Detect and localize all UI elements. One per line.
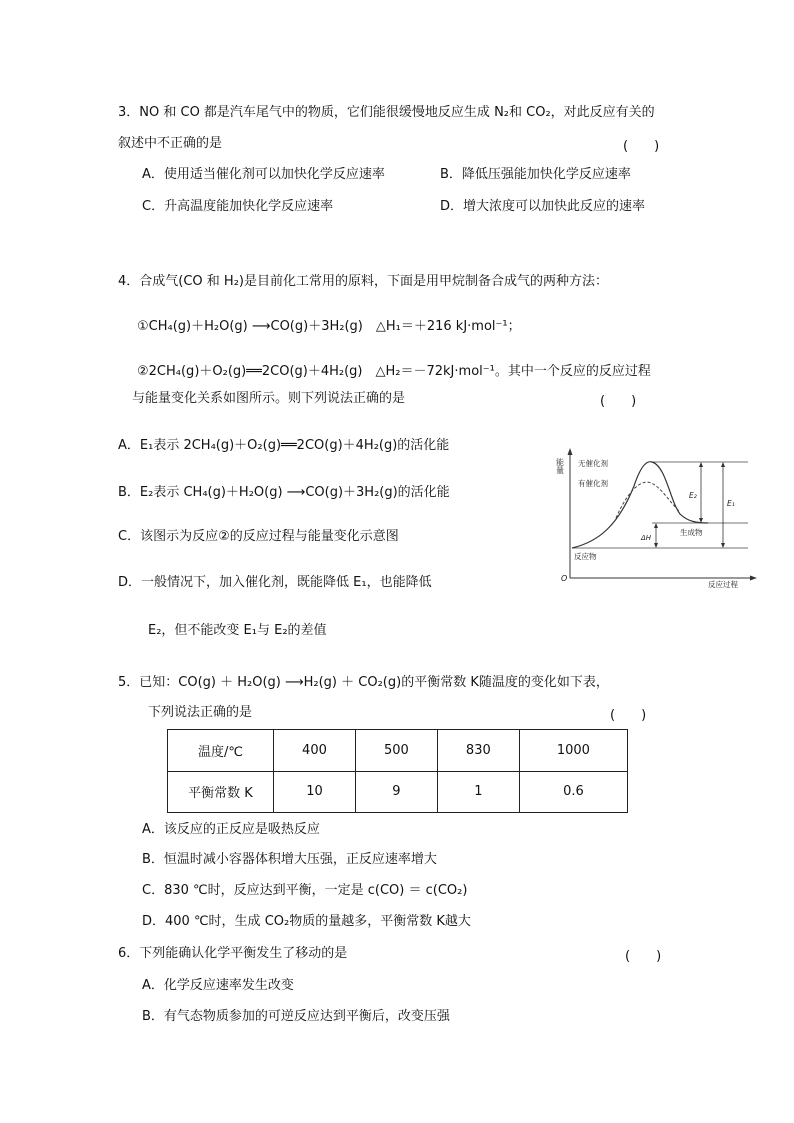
q3-stem-line1: 3．NO 和 CO 都是汽车尾气中的物质，它们能很缓慢地反应生成 N₂和 CO₂，对此反应有关的 (118, 105, 655, 120)
table-cell: 9 (355, 771, 437, 813)
origin-label: O (561, 574, 568, 583)
q4-option-c: C．该图示为反应②的反应过程与能量变化示意图 (118, 529, 399, 544)
table-row (168, 771, 628, 813)
reactant-label: 反应物 (574, 552, 597, 561)
catalyzed-label: 有催化剂 (578, 479, 608, 488)
q3-stem-line2: 叙述中不正确的是 (118, 136, 223, 151)
q3-answer-paren: ( ) (623, 139, 660, 154)
q5-option-b: B．恒温时减小容器体积增大压强，正反应速率增大 (142, 852, 437, 867)
q6-stem: 6．下列能确认化学平衡发生了移动的是 (118, 946, 348, 961)
e2-arrow-head-up (699, 462, 703, 467)
q3-option-a: A．使用适当催化剂可以加快化学反应速率 (142, 167, 385, 182)
table-cell: 10 (274, 771, 356, 813)
q5-answer-paren: ( ) (610, 708, 647, 723)
y-axis-arrow (568, 448, 573, 455)
q3-option-b: B．降低压强能加快化学反应速率 (440, 167, 631, 182)
y-axis-label: 能量 (555, 458, 565, 474)
q4-option-b: B．E₂表示 CH₄(g)＋H₂O(g) ⟶CO(g)＋3H₂(g)的活化能 (118, 485, 450, 500)
table-cell: 温度/℃ (168, 730, 274, 772)
e1-label: E₁ (727, 499, 735, 508)
q6-option-a: A．化学反应速率发生改变 (142, 978, 294, 993)
dh-arrow-head-up (654, 523, 658, 528)
product-label: 生成物 (680, 528, 703, 537)
table-cell: 830 (437, 730, 519, 772)
e1-arrow-head-up (721, 462, 725, 467)
q4-equation-2: ②2CH₄(g)＋O₂(g)══2CO(g)＋4H₂(g) △H₂＝－72kJ·mol⁻¹。其中一个反应的反应过程 (137, 364, 651, 379)
q4-answer-paren: ( ) (600, 394, 637, 409)
q4-option-d-line2: E₂，但不能改变 E₁与 E₂的差值 (148, 623, 327, 638)
q6-answer-paren: ( ) (625, 949, 662, 964)
energy-diagram (555, 446, 758, 589)
table-cell: 平衡常数 K (168, 771, 274, 813)
q4-equation-1: ①CH₄(g)＋H₂O(g) ⟶CO(g)＋3H₂(g) △H₁＝＋216 kJ·mol⁻¹； (137, 319, 521, 334)
x-axis-arrow (750, 576, 757, 581)
table-cell: 1 (437, 771, 519, 813)
q6-option-b: B．有气态物质参加的可逆反应达到平衡后，改变压强 (142, 1009, 450, 1024)
x-axis-label: 反应过程 (708, 580, 738, 589)
q3-option-c: C．升高温度能加快化学反应速率 (142, 199, 334, 214)
dh-label: ΔH (641, 534, 652, 542)
table-cell: 400 (274, 730, 356, 772)
q4-option-a: A．E₁表示 2CH₄(g)＋O₂(g)══2CO(g)＋4H₂(g)的活化能 (118, 438, 450, 453)
e2-label: E₂ (689, 491, 697, 500)
q4-stem: 4．合成气(CO 和 H₂)是目前化工常用的原料，下面是用甲烷制备合成气的两种方法： (118, 274, 608, 289)
q5-option-c: C．830 ℃时，反应达到平衡，一定是 c(CO) ＝ c(CO₂) (142, 883, 468, 898)
e1-arrow-head-down (721, 543, 725, 548)
table-row (168, 730, 628, 772)
q4-stem-line2: 与能量变化关系如图所示。则下列说法正确的是 (132, 391, 406, 406)
table-cell: 1000 (519, 730, 627, 772)
catalyzed-curve (616, 482, 680, 518)
q4-option-d-line1: D．一般情况下，加入催化剂，既能降低 E₁，也能降低 (118, 575, 432, 590)
q5-stem-line2: 下列说法正确的是 (148, 705, 253, 720)
equilibrium-constant-table (167, 729, 628, 813)
q5-option-a: A．该反应的正反应是吸热反应 (142, 822, 320, 837)
q3-option-d: D．增大浓度可以加快此反应的速率 (440, 199, 646, 214)
uncatalyzed-label: 无催化剂 (578, 459, 608, 468)
q5-option-d: D．400 ℃时，生成 CO₂物质的量越多，平衡常数 K越大 (142, 914, 471, 929)
table-cell: 500 (355, 730, 437, 772)
table-cell: 0.6 (519, 771, 627, 813)
dh-arrow-head-down (654, 543, 658, 548)
q5-stem-line1: 5．已知：CO(g) ＋ H₂O(g) ⟶H₂(g) ＋ CO₂(g)的平衡常数 K随温度的变化如下表， (118, 675, 609, 690)
